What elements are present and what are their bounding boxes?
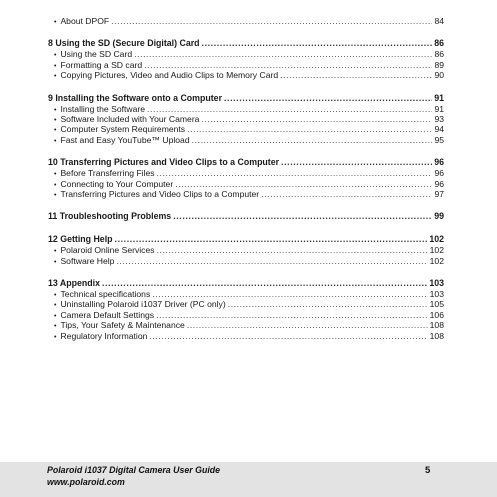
bullet-icon: • (54, 137, 57, 145)
bullet-icon: • (54, 258, 57, 266)
toc-entry-title: Uninstalling Polaroid i1037 Driver (PC only) (60, 299, 226, 310)
dot-leader (175, 179, 432, 189)
toc-page-number: 102 (429, 234, 444, 245)
toc-chapter-entry[interactable] (48, 156, 444, 168)
toc-page-number: 103 (429, 278, 444, 289)
toc-page-number: 84 (434, 16, 444, 26)
bullet-icon: • (54, 116, 57, 124)
bullet-icon: • (54, 302, 57, 310)
toc-subentry[interactable] (48, 124, 444, 134)
bullet-icon: • (54, 181, 57, 189)
toc-page-number: 96 (434, 178, 444, 189)
toc-page-number: 86 (434, 38, 444, 49)
toc-page-number: 96 (434, 168, 444, 179)
bullet-icon: • (54, 62, 57, 70)
footer-guide-title: Polaroid i1037 Digital Camera User Guide (47, 465, 221, 475)
toc-chapter-entry[interactable] (48, 210, 444, 222)
toc-entry-title: About DPOF (60, 16, 110, 26)
dot-leader (115, 233, 428, 245)
dot-leader (192, 135, 433, 145)
dot-leader (173, 210, 432, 222)
toc-page-number: 86 (434, 49, 444, 60)
toc-entry-title: Fast and Easy YouTube™ Upload (60, 134, 190, 145)
toc-entry-title: Copying Pictures, Video and Audio Clips to Memory Card (60, 70, 279, 81)
bullet-icon: • (54, 333, 57, 341)
toc-page-number: 97 (434, 188, 444, 199)
toc-subentry[interactable] (48, 114, 444, 124)
toc-entry-title: 9 Installing the Software onto a Computer (48, 92, 222, 103)
toc-entry-title: Transferring Pictures and Video Clips to a Computer (60, 188, 260, 199)
bullet-icon: • (54, 52, 57, 60)
bullet-icon: • (54, 248, 57, 256)
bullet-icon: • (54, 19, 57, 26)
dot-leader (116, 256, 427, 266)
dot-leader (134, 49, 432, 59)
toc-section (48, 156, 444, 199)
toc-subentry[interactable] (48, 256, 444, 266)
dot-leader (224, 92, 432, 104)
bullet-icon: • (54, 127, 57, 135)
bullet-icon: • (54, 171, 57, 179)
toc-entry-title: Computer System Requirements (60, 124, 186, 135)
toc-section (48, 37, 444, 80)
toc-section (48, 233, 444, 266)
toc-subentry[interactable] (48, 299, 444, 309)
toc-entry-title: Before Transferring Files (60, 168, 155, 179)
toc-page-number: 108 (429, 320, 444, 331)
footer-website-url: www.polaroid.com (47, 477, 125, 487)
toc-page-number: 102 (429, 255, 444, 266)
toc-page-number: 106 (429, 309, 444, 320)
toc-entry-title: 10 Transferring Pictures and Video Clips to a Computer (48, 157, 280, 168)
dot-leader (202, 37, 433, 49)
toc-page-number: 94 (434, 124, 444, 135)
dot-leader (156, 310, 428, 320)
toc-page-number: 103 (429, 289, 444, 300)
toc-entry-title: 11 Troubleshooting Problems (48, 211, 172, 222)
toc-subentry[interactable] (48, 289, 444, 299)
toc-entry-title: 12 Getting Help (48, 234, 113, 245)
toc-entry-title: Connecting to Your Computer (60, 178, 174, 189)
toc-chapter-entry[interactable] (48, 277, 444, 289)
toc-page-number: 89 (434, 59, 444, 70)
toc-subentry[interactable] (48, 331, 444, 341)
toc-entry-title: Camera Default Settings (60, 309, 155, 320)
toc-subentry[interactable] (48, 104, 444, 114)
toc-subentry[interactable] (48, 168, 444, 178)
toc-page-number: 105 (429, 299, 444, 310)
bullet-icon: • (54, 106, 57, 114)
toc-subentry[interactable] (48, 320, 444, 330)
toc-page-number: 99 (434, 211, 444, 222)
toc-entry-title: Using the SD Card (60, 49, 133, 60)
toc-entry-title: Regulatory Information (60, 330, 148, 341)
toc-entry-title: Polaroid Online Services (60, 245, 155, 256)
dot-leader (187, 124, 432, 134)
table-of-contents (48, 16, 444, 352)
dot-leader (187, 320, 428, 330)
toc-page-number: 91 (434, 92, 444, 103)
dot-leader (281, 156, 432, 168)
toc-subentry[interactable] (48, 179, 444, 189)
dot-leader (102, 277, 427, 289)
toc-page-number: 96 (434, 157, 444, 168)
bullet-icon: • (54, 323, 57, 331)
toc-page-number: 108 (429, 330, 444, 341)
toc-subentry[interactable] (48, 310, 444, 320)
toc-entry-title: 13 Appendix (48, 278, 100, 289)
toc-entry-title: Formatting a SD card (60, 59, 143, 70)
toc-subentry[interactable] (48, 245, 444, 255)
dot-leader (144, 60, 432, 70)
dot-leader (280, 70, 432, 80)
toc-entry-title: Software Help (60, 255, 115, 266)
bullet-icon: • (54, 312, 57, 320)
toc-entry-title: Tips, Your Safety & Maintenance (60, 320, 185, 331)
dot-leader (228, 299, 428, 309)
toc-entry-title: 8 Using the SD (Secure Digital) Card (48, 38, 200, 49)
toc-section (48, 210, 444, 222)
dot-leader (147, 104, 432, 114)
toc-page-number: 102 (429, 245, 444, 256)
toc-subentry[interactable] (48, 16, 444, 26)
toc-page-number: 90 (434, 70, 444, 81)
toc-subentry[interactable] (48, 60, 444, 70)
toc-entry-title: Technical specifications (60, 289, 151, 300)
toc-section (48, 92, 444, 146)
page-footer (0, 462, 497, 497)
bullet-icon: • (54, 191, 57, 199)
toc-chapter-entry[interactable] (48, 92, 444, 104)
dot-leader (152, 289, 427, 299)
bullet-icon: • (54, 73, 57, 81)
toc-subentry[interactable] (48, 189, 444, 199)
toc-page-number: 91 (434, 103, 444, 114)
toc-chapter-entry[interactable] (48, 233, 444, 245)
toc-page-number: 95 (434, 134, 444, 145)
toc-subentry[interactable] (48, 70, 444, 80)
toc-subentry[interactable] (48, 135, 444, 145)
bullet-icon: • (54, 292, 57, 300)
toc-chapter-entry[interactable] (48, 37, 444, 49)
dot-leader (201, 114, 432, 124)
dot-leader (261, 189, 432, 199)
footer-page-number: 5 (425, 465, 431, 476)
toc-section (48, 277, 444, 341)
toc-subentry[interactable] (48, 49, 444, 59)
dot-leader (157, 245, 428, 255)
dot-leader (111, 16, 432, 26)
toc-entry-title: Software Included with Your Camera (60, 113, 200, 124)
toc-page-number: 93 (434, 113, 444, 124)
toc-entry-title: Installing the Software (60, 103, 146, 114)
dot-leader (149, 331, 427, 341)
toc-section (48, 16, 444, 26)
dot-leader (157, 168, 433, 178)
